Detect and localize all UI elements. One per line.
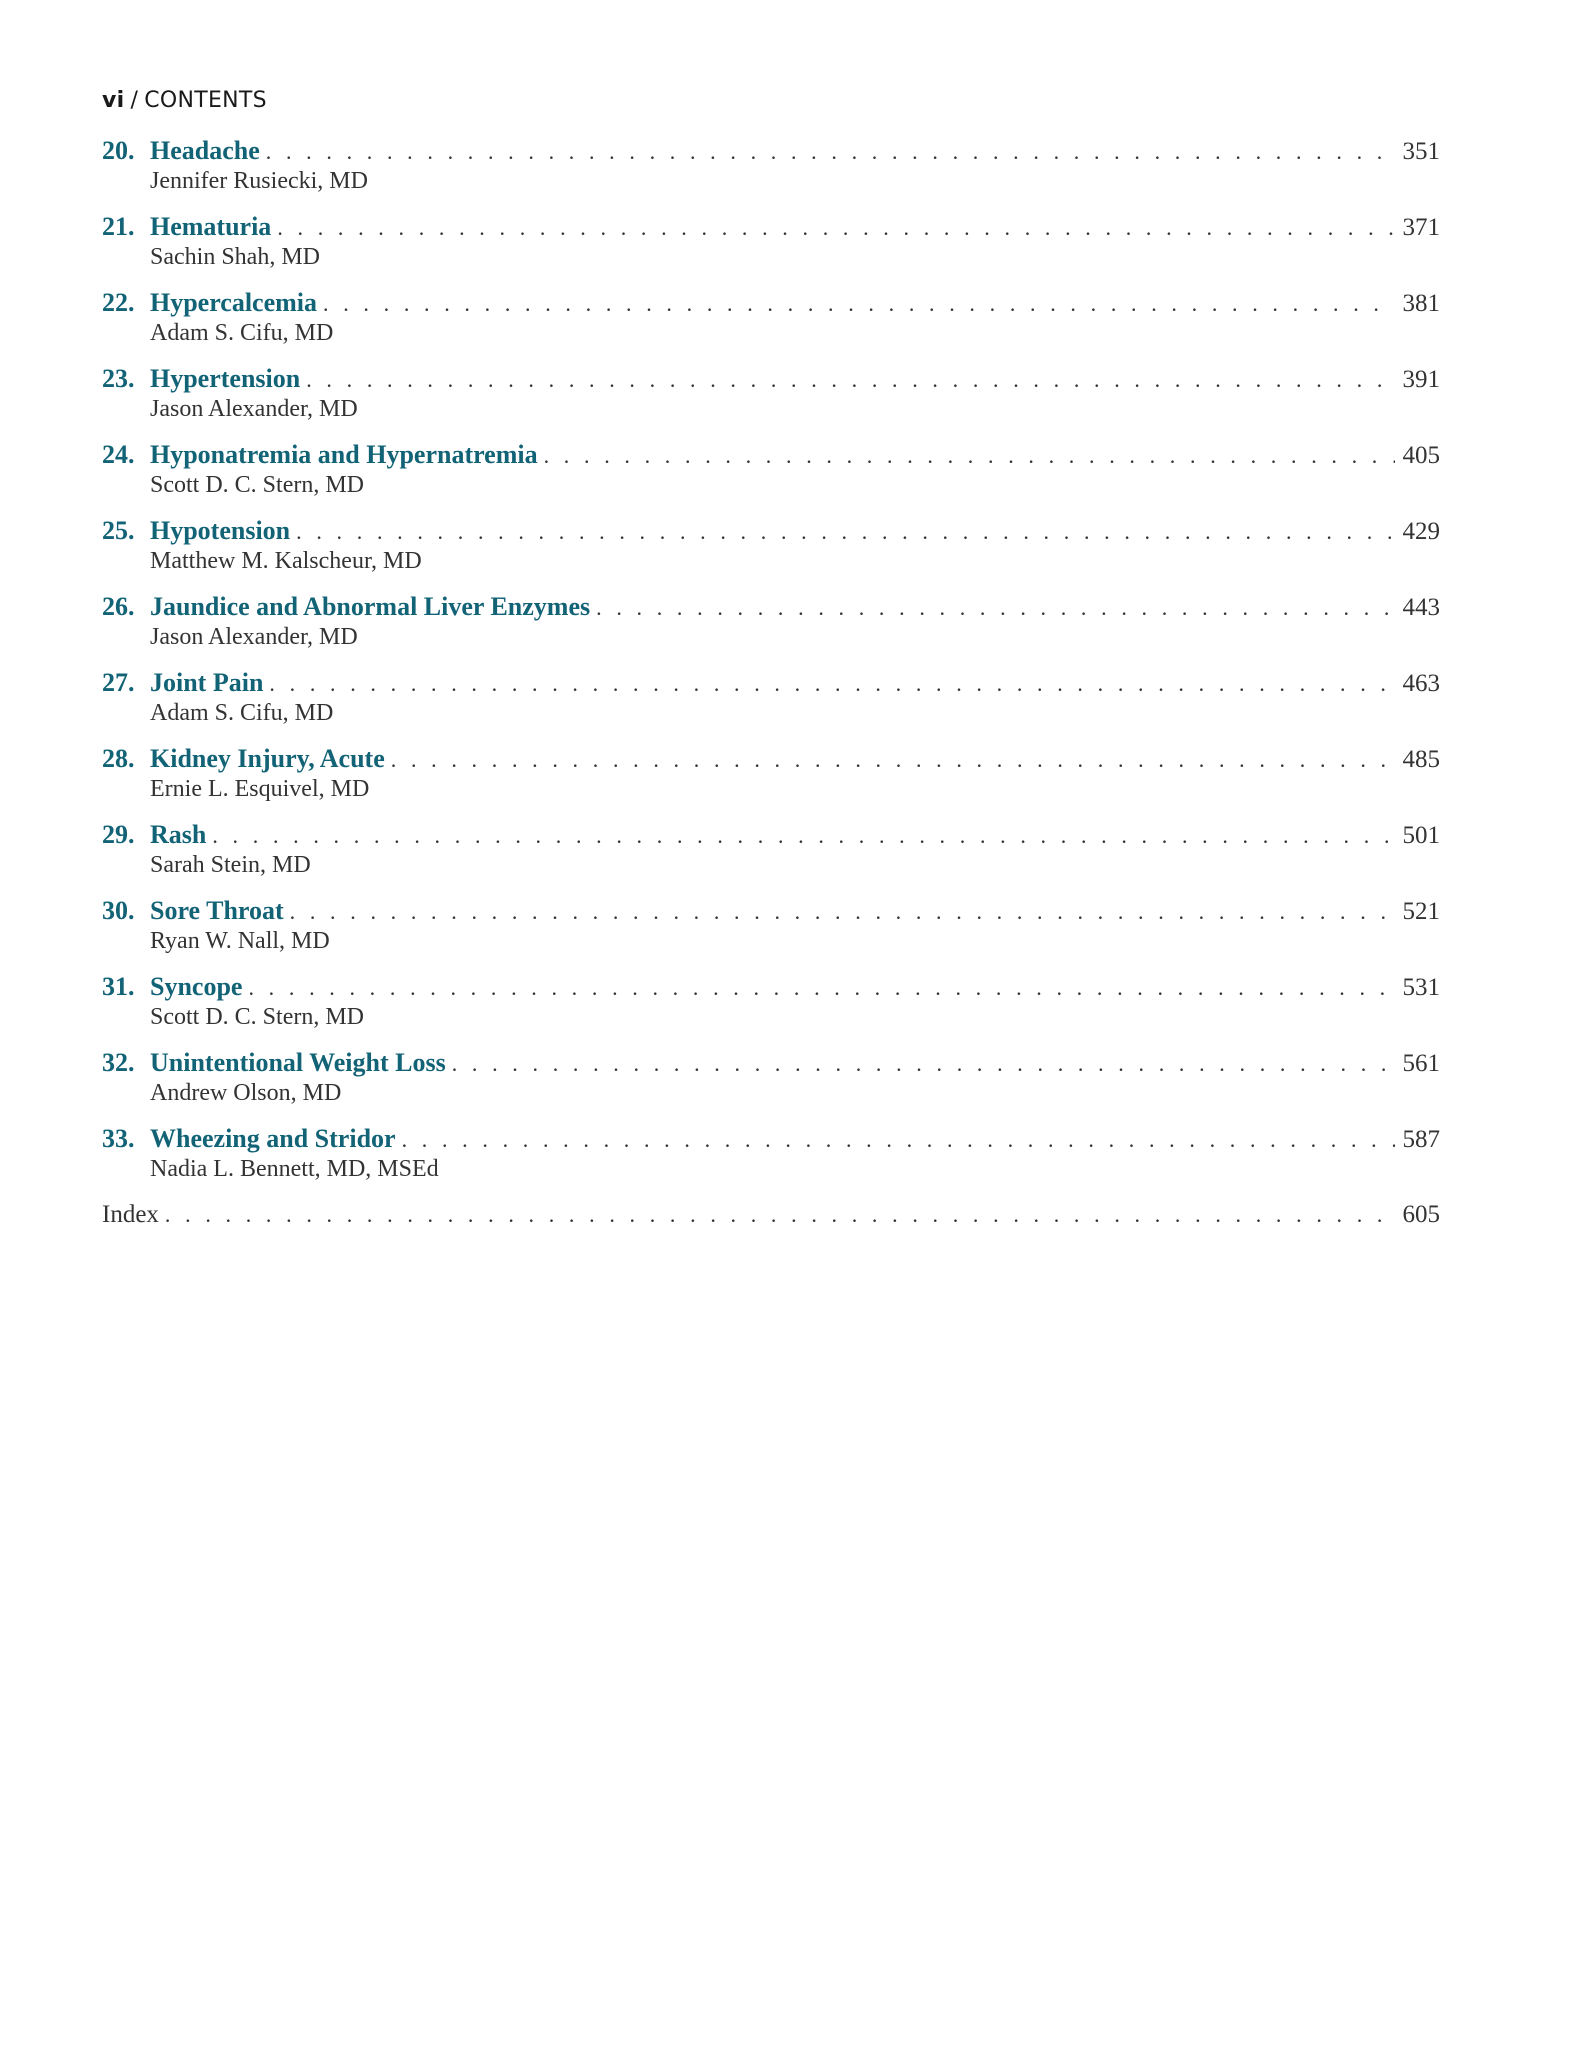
dot-leader	[323, 287, 1394, 321]
chapter-author: Nadia L. Bennett, MD, MSEd	[150, 1156, 439, 1182]
dot-leader	[290, 895, 1395, 929]
chapter-author: Jennifer Rusiecki, MD	[150, 168, 368, 194]
section-title: CONTENTS	[144, 88, 267, 113]
chapter-title[interactable]: Hematuria	[150, 212, 272, 241]
chapter-author: Scott D. C. Stern, MD	[150, 1004, 365, 1030]
chapter-page-number: 405	[1402, 442, 1440, 469]
chapter-title[interactable]: Hyponatremia and Hypernatremia	[150, 440, 538, 469]
toc-entry[interactable]	[102, 438, 1440, 514]
dot-leader	[248, 971, 1394, 1005]
chapter-number: 25.	[102, 516, 135, 545]
chapter-title[interactable]: Sore Throat	[150, 896, 284, 925]
chapter-author: Sachin Shah, MD	[150, 244, 320, 270]
dot-leader	[212, 819, 1394, 853]
chapter-page-number: 485	[1402, 746, 1440, 773]
chapter-number: 28.	[102, 744, 135, 773]
chapter-page-number: 381	[1402, 290, 1440, 317]
chapter-title[interactable]: Joint Pain	[150, 668, 264, 697]
index-page-number: 605	[1402, 1201, 1440, 1228]
toc-entry[interactable]	[102, 666, 1440, 742]
chapter-author: Andrew Olson, MD	[150, 1080, 342, 1106]
chapter-author: Ernie L. Esquivel, MD	[150, 776, 370, 802]
chapter-title[interactable]: Unintentional Weight Loss	[150, 1048, 446, 1077]
chapter-number: 27.	[102, 668, 135, 697]
chapter-author: Scott D. C. Stern, MD	[150, 472, 365, 498]
chapter-number: 21.	[102, 212, 135, 241]
toc-entry[interactable]	[102, 134, 1440, 210]
dot-leader	[306, 363, 1394, 397]
chapter-page-number: 351	[1402, 138, 1440, 165]
toc-entry[interactable]	[102, 818, 1440, 894]
chapter-author: Jason Alexander, MD	[150, 396, 358, 422]
chapter-page-number: 391	[1402, 366, 1440, 393]
chapter-number: 22.	[102, 288, 135, 317]
table-of-contents	[102, 134, 1440, 1274]
dot-leader	[391, 743, 1395, 777]
chapter-author: Ryan W. Nall, MD	[150, 928, 330, 954]
chapter-number: 23.	[102, 364, 135, 393]
toc-entry[interactable]	[102, 286, 1440, 362]
toc-index-entry[interactable]	[102, 1198, 1440, 1274]
chapter-title[interactable]: Syncope	[150, 972, 243, 1001]
chapter-number: 30.	[102, 896, 135, 925]
chapter-page-number: 429	[1402, 518, 1440, 545]
dot-leader	[452, 1047, 1395, 1081]
toc-entry[interactable]	[102, 1046, 1440, 1122]
toc-entry[interactable]	[102, 514, 1440, 590]
chapter-number: 24.	[102, 440, 135, 469]
chapter-page-number: 587	[1402, 1126, 1440, 1153]
chapter-title[interactable]: Kidney Injury, Acute	[150, 744, 385, 773]
running-head	[102, 88, 267, 113]
chapter-page-number: 561	[1402, 1050, 1440, 1077]
chapter-author: Jason Alexander, MD	[150, 624, 358, 650]
dot-leader	[402, 1123, 1395, 1157]
index-label[interactable]: Index	[102, 1201, 159, 1228]
chapter-number: 26.	[102, 592, 135, 621]
chapter-number: 29.	[102, 820, 135, 849]
chapter-title[interactable]: Jaundice and Abnormal Liver Enzymes	[150, 592, 591, 621]
toc-entry[interactable]	[102, 894, 1440, 970]
chapter-page-number: 463	[1402, 670, 1440, 697]
header-separator: /	[130, 88, 139, 113]
dot-leader	[544, 439, 1395, 473]
toc-entry[interactable]	[102, 210, 1440, 286]
dot-leader	[596, 591, 1394, 625]
chapter-title[interactable]: Hypertension	[150, 364, 301, 393]
chapter-title[interactable]: Rash	[150, 820, 207, 849]
chapter-author: Adam S. Cifu, MD	[150, 320, 334, 346]
dot-leader	[266, 135, 1395, 169]
chapter-author: Matthew M. Kalscheur, MD	[150, 548, 422, 574]
toc-entry[interactable]	[102, 362, 1440, 438]
dot-leader	[269, 667, 1394, 701]
chapter-title[interactable]: Headache	[150, 136, 260, 165]
dot-leader	[277, 211, 1394, 245]
toc-entry[interactable]	[102, 742, 1440, 818]
chapter-number: 20.	[102, 136, 135, 165]
chapter-title[interactable]: Wheezing and Stridor	[150, 1124, 396, 1153]
chapter-author: Sarah Stein, MD	[150, 852, 311, 878]
chapter-page-number: 521	[1402, 898, 1440, 925]
chapter-number: 32.	[102, 1048, 135, 1077]
chapter-title[interactable]: Hypercalcemia	[150, 288, 318, 317]
dot-leader	[296, 515, 1394, 549]
dot-leader	[165, 1198, 1395, 1232]
chapter-page-number: 443	[1402, 594, 1440, 621]
chapter-page-number: 501	[1402, 822, 1440, 849]
chapter-number: 31.	[102, 972, 135, 1001]
chapter-title[interactable]: Hypotension	[150, 516, 291, 545]
chapter-author: Adam S. Cifu, MD	[150, 700, 334, 726]
toc-entry[interactable]	[102, 970, 1440, 1046]
chapter-page-number: 531	[1402, 974, 1440, 1001]
chapter-number: 33.	[102, 1124, 135, 1153]
toc-entry[interactable]	[102, 1122, 1440, 1198]
page-folio: vi	[102, 88, 125, 113]
toc-entry[interactable]	[102, 590, 1440, 666]
chapter-page-number: 371	[1402, 214, 1440, 241]
